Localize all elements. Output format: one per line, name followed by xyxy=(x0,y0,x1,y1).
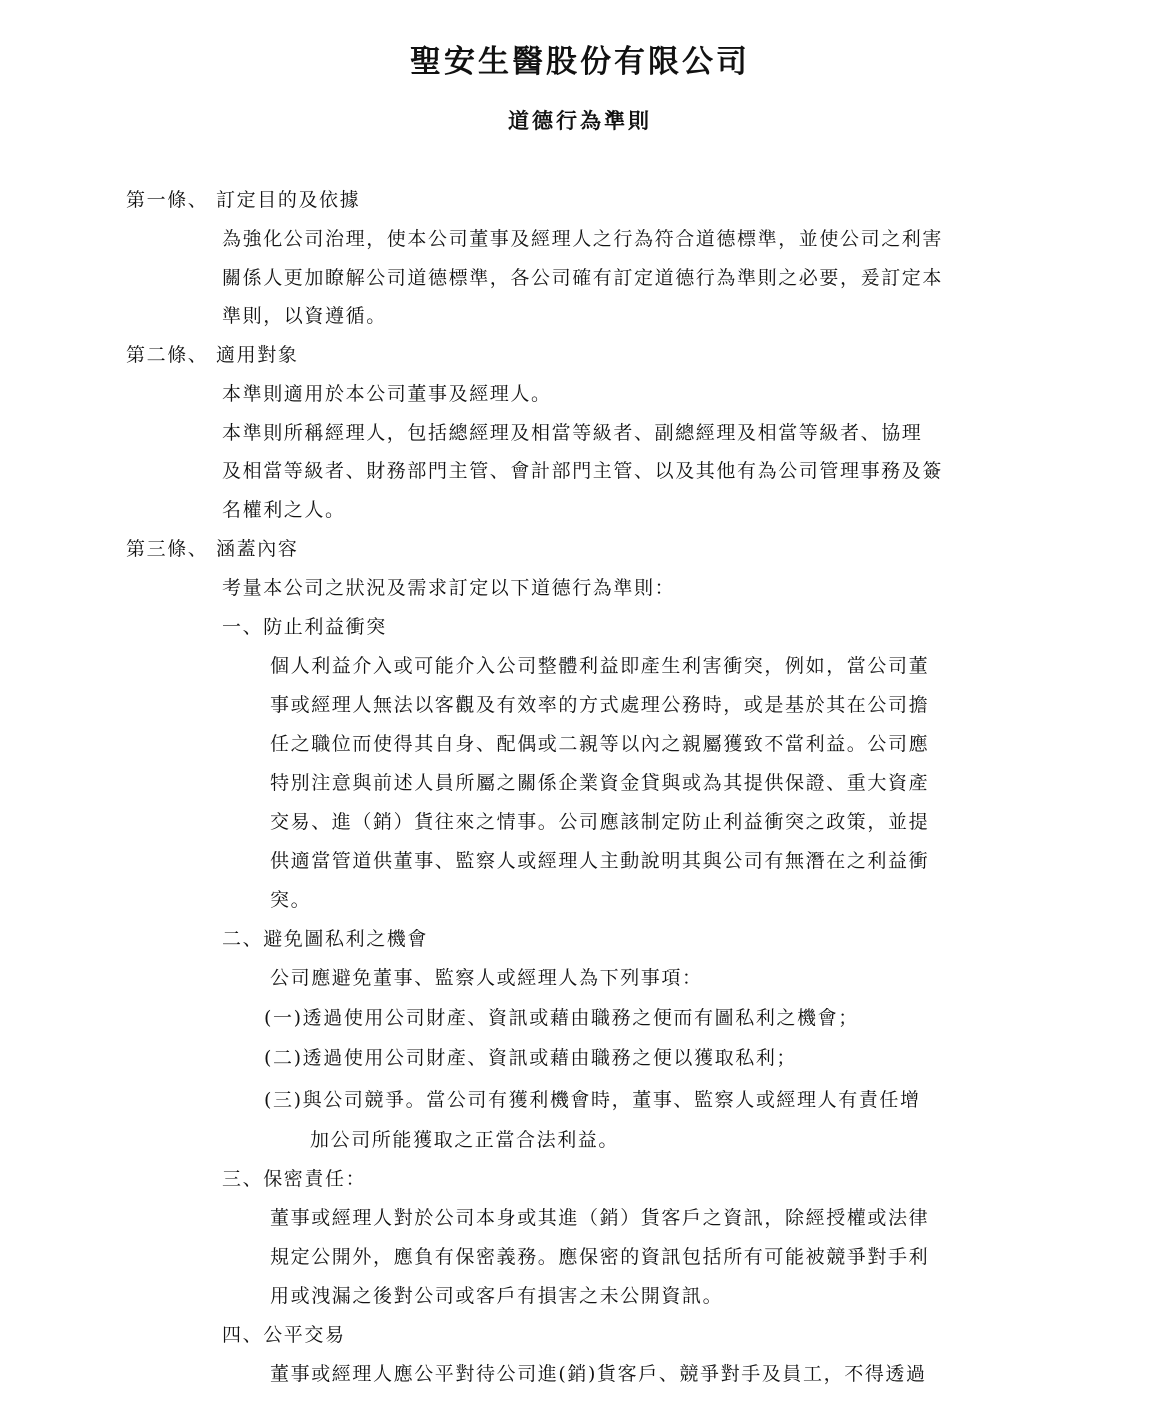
article-3-intro: 考量本公司之狀況及需求訂定以下道德行為準則： xyxy=(222,577,676,599)
article-1-line: 準則，以資遵循。 xyxy=(222,305,387,327)
article-1-heading: 第一條、 訂定目的及依據 xyxy=(126,189,361,211)
company-name: 聖安生醫股份有限公司 xyxy=(410,44,750,80)
section-2-heading: 二、避免圖私利之機會 xyxy=(222,928,429,950)
section-1-line: 交易、進（銷）貨往來之情事。公司應該制定防止利益衝突之政策，並提 xyxy=(270,811,930,833)
section-3-line: 規定公開外，應負有保密義務。應保密的資訊包括所有可能被競爭對手利 xyxy=(270,1246,930,1268)
section-1-line: 個人利益介入或可能介入公司整體利益即產生利害衝突，例如，當公司董 xyxy=(270,655,930,677)
article-2-line: 本準則適用於本公司董事及經理人。 xyxy=(222,383,552,405)
article-2-line: 及相當等級者、財務部門主管、會計部門主管、以及其他有為公司管理事務及簽 xyxy=(222,460,944,482)
article-1-line: 關係人更加瞭解公司道德標準，各公司確有訂定道德行為準則之必要，爰訂定本 xyxy=(222,267,944,289)
section-3-line: 董事或經理人對於公司本身或其進（銷）貨客戶之資訊，除經授權或法律 xyxy=(270,1207,930,1229)
section-1-line: 突。 xyxy=(270,889,312,911)
section-2-item-continuation: 加公司所能獲取之正當合法利益。 xyxy=(310,1129,620,1151)
article-2-line: 名權利之人。 xyxy=(222,499,346,521)
article-3-heading: 第三條、 涵蓋內容 xyxy=(126,538,299,560)
section-4-heading: 四、公平交易 xyxy=(222,1324,346,1346)
section-2-item: (三)與公司競爭。當公司有獲利機會時，董事、監察人或經理人有責任增 xyxy=(264,1089,921,1111)
section-1-heading: 一、防止利益衝突 xyxy=(222,616,387,638)
section-2-item: (一)透過使用公司財產、資訊或藉由職務之便而有圖私利之機會； xyxy=(264,1007,859,1029)
document-title: 道德行為準則 xyxy=(508,108,652,133)
section-2-item: (二)透過使用公司財產、資訊或藉由職務之便以獲取私利； xyxy=(264,1047,798,1069)
section-3-heading: 三、保密責任： xyxy=(222,1168,367,1190)
section-1-line: 供適當管道供董事、監察人或經理人主動說明其與公司有無潛在之利益衝 xyxy=(270,850,930,872)
section-2-intro: 公司應避免董事、監察人或經理人為下列事項： xyxy=(270,967,703,989)
section-1-line: 任之職位而使得其自身、配偶或二親等以內之親屬獲致不當利益。公司應 xyxy=(270,733,930,755)
article-2-line: 本準則所稱經理人，包括總經理及相當等級者、副總經理及相當等級者、協理 xyxy=(222,422,923,444)
article-1-line: 為強化公司治理，使本公司董事及經理人之行為符合道德標準，並使公司之利害 xyxy=(222,228,944,250)
section-3-line: 用或洩漏之後對公司或客戶有損害之未公開資訊。 xyxy=(270,1285,724,1307)
article-2-heading: 第二條、 適用對象 xyxy=(126,344,299,366)
section-4-line: 董事或經理人應公平對待公司進(銷)貨客戶、競爭對手及員工，不得透過 xyxy=(270,1363,927,1385)
section-1-line: 事或經理人無法以客觀及有效率的方式處理公務時，或是基於其在公司擔 xyxy=(270,694,930,716)
section-1-line: 特別注意與前述人員所屬之關係企業資金貸與或為其提供保證、重大資產 xyxy=(270,772,930,794)
